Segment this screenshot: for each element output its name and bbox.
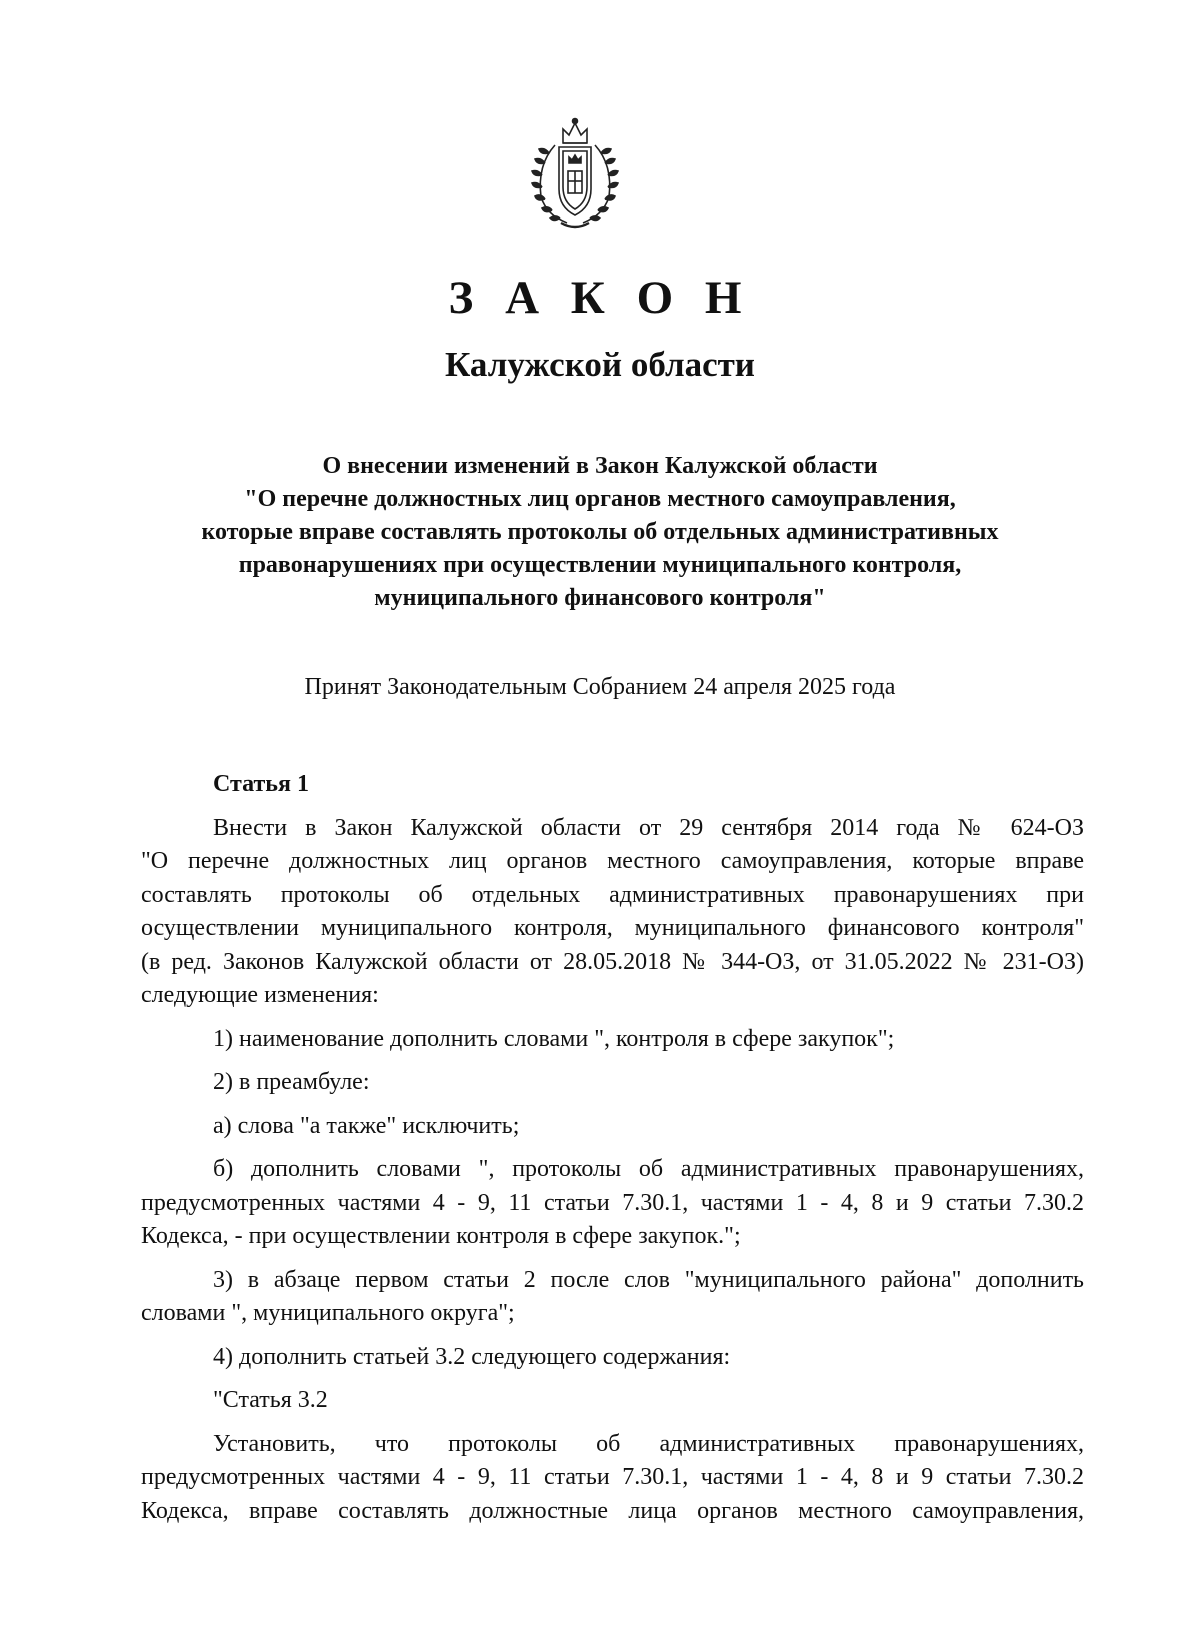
paragraph-line: словами ", муниципального округа"; xyxy=(141,1300,515,1326)
paragraph-line: составлять протоколы об отдельных административных правонарушениях при xyxy=(141,881,1084,908)
paragraph-line: Кодекса, вправе составлять должностные лица органов местного самоуправления, xyxy=(141,1497,1084,1524)
paragraph-line: Установить, что протоколы об административных правонарушениях, xyxy=(213,1430,1084,1457)
region-name: Калужской области xyxy=(445,345,755,384)
paragraph-line: б) дополнить словами ", протоколы об административных правонарушениях, xyxy=(213,1156,1084,1182)
subject-line: О внесении изменений в Закон Калужской области xyxy=(322,453,878,479)
subject-line: "О перечне должностных лиц органов местного самоуправления, xyxy=(244,486,956,512)
article-heading: Статья 1 xyxy=(213,771,309,797)
paragraph-line: Кодекса, - при осуществлении контроля в сфере закупок."; xyxy=(141,1223,741,1249)
law-subject xyxy=(0,450,1200,615)
item-3 xyxy=(141,1264,1084,1331)
article-3-2-text xyxy=(141,1428,1084,1529)
paragraph-line: осуществлении муниципального контроля, муниципального финансового контроля" xyxy=(141,915,1084,941)
item-2b xyxy=(141,1153,1084,1254)
paragraph-line: предусмотренных частями 4 - 9, 11 статьи 7.30.1, частями 1 - 4, 8 и 9 статьи 7.30.2 xyxy=(141,1189,1084,1216)
document-title: З А К О Н xyxy=(448,272,752,324)
intro-paragraph xyxy=(141,812,1084,1013)
article-body xyxy=(141,768,1084,1528)
paragraph-line: Внести в Закон Калужской области от 29 сентября 2014 года № 624-ОЗ xyxy=(213,814,1084,841)
adoption-note: Принят Законодательным Собранием 24 апреля 2025 года xyxy=(304,674,896,700)
paragraph-line: (в ред. Законов Калужской области от 28.05.2018 № 344-ОЗ, от 31.05.2022 № 231-ОЗ) xyxy=(141,948,1084,975)
paragraph-line: 3) в абзаце первом статьи 2 после слов "муниципального района" дополнить xyxy=(213,1266,1084,1293)
quoted-article-heading: "Статья 3.2 xyxy=(213,1387,328,1413)
item-1: 1) наименование дополнить словами ", контроля в сфере закупок"; xyxy=(213,1025,895,1052)
item-2: 2) в преамбуле: xyxy=(213,1069,370,1095)
coat-of-arms-emblem xyxy=(523,115,627,233)
item-2a: а) слова "а также" исключить; xyxy=(213,1112,520,1139)
paragraph-line: "О перечне должностных лиц органов местного самоуправления, которые вправе xyxy=(141,848,1084,874)
subject-line: муниципального финансового контроля" xyxy=(374,585,826,611)
paragraph-line: предусмотренных частями 4 - 9, 11 статьи 7.30.1, частями 1 - 4, 8 и 9 статьи 7.30.2 xyxy=(141,1464,1084,1490)
subject-line: правонарушениях при осуществлении муниципального контроля, xyxy=(238,552,962,578)
subject-line: которые вправе составлять протоколы об отдельных административных xyxy=(201,519,999,545)
paragraph-line: следующие изменения: xyxy=(141,982,379,1008)
item-4: 4) дополнить статьей 3.2 следующего содержания: xyxy=(213,1343,731,1370)
